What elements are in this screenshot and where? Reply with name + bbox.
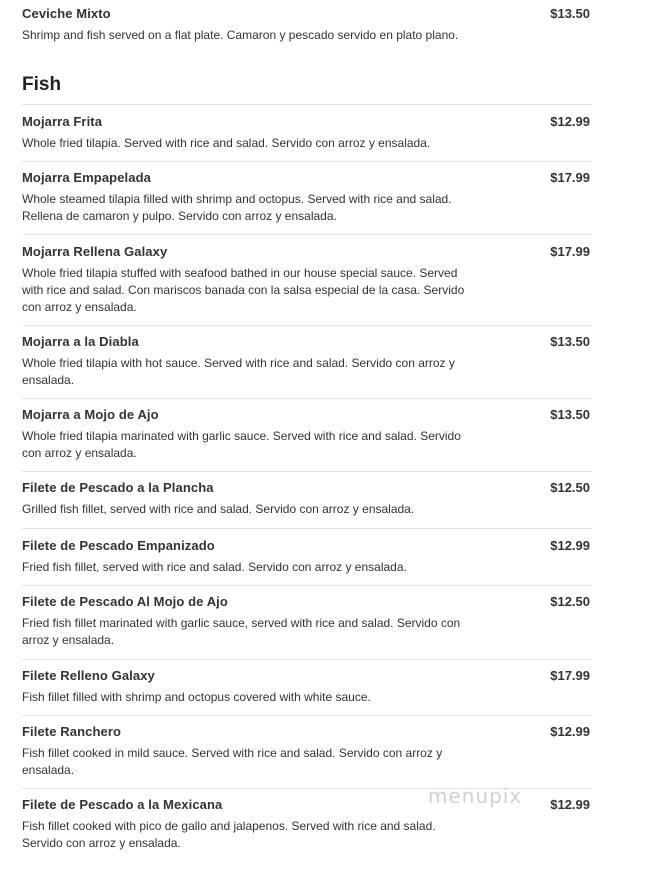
menu-item-price: $17.99 (550, 244, 590, 259)
menu-item-header (22, 113, 592, 131)
menu-item-description: Fish fillet cooked with pico de gallo and jalapenos. Served with rice and salad. Servido con arroz y ensalada. (22, 819, 436, 850)
menu-item-header (22, 593, 592, 611)
menu-item-name: Mojarra a Mojo de Ajo (22, 407, 159, 422)
menu-item-name: Filete Relleno Galaxy (22, 668, 155, 683)
menu-item (22, 479, 592, 518)
menu-page (22, 0, 592, 852)
menu-item-price: $13.50 (550, 6, 590, 21)
menu-item-description: Fried fish fillet marinated with garlic sauce, served with rice and salad. Servido con arroz y ensalada. (22, 616, 461, 647)
menu-item-price: $13.50 (550, 407, 590, 422)
menu-item-header (22, 243, 592, 261)
menu-item-description: Whole steamed tilapia filled with shrimp and octopus. Served with rice and salad. Rellena de camaron y pulpo. Servido con arroz y ensalada. (22, 192, 452, 223)
menu-item (22, 537, 592, 576)
menu-item-description: Whole fried tilapia with hot sauce. Served with rice and salad. Servido con arroz y ensalada. (22, 356, 455, 387)
menu-item-header (22, 537, 592, 555)
menu-item-name: Mojarra a la Diabla (22, 334, 139, 349)
item-divider (22, 325, 592, 326)
menu-item (22, 243, 592, 316)
menu-item-name: Mojarra Frita (22, 114, 103, 129)
menu-item-price: $12.99 (550, 797, 590, 812)
menu-item-header (22, 5, 592, 23)
menu-item-name: Mojarra Empapelada (22, 170, 151, 185)
menu-item-header (22, 479, 592, 497)
section-divider (22, 104, 592, 105)
menu-item-description: Whole fried tilapia. Served with rice and salad. Servido con arroz y ensalada. (22, 136, 431, 150)
menu-item-name: Filete de Pescado Empanizado (22, 538, 215, 553)
menu-item-price: $12.99 (550, 724, 590, 739)
item-divider (22, 471, 592, 472)
menu-item-price: $17.99 (550, 668, 590, 683)
menu-item-description: Grilled fish fillet, served with rice and salad. Servido con arroz y ensalada. (22, 502, 415, 516)
item-divider (22, 161, 592, 162)
menu-item-price: $13.50 (550, 334, 590, 349)
menu-item (22, 667, 592, 706)
menu-item-name: Filete Ranchero (22, 724, 122, 739)
section-title: Fish (22, 74, 62, 95)
menu-item (22, 169, 592, 225)
menu-item-header (22, 667, 592, 685)
menu-item-description: Fish fillet filled with shrimp and octopus covered with white sauce. (22, 690, 371, 704)
menu-item-price: $12.99 (550, 114, 590, 129)
menu-item (22, 593, 592, 649)
menu-item-price: $12.50 (550, 594, 590, 609)
item-divider (22, 528, 592, 529)
menu-item-price: $12.50 (550, 480, 590, 495)
item-divider (22, 398, 592, 399)
menu-item-header (22, 169, 592, 187)
menu-item-header (22, 406, 592, 424)
menu-item-description: Fried fish fillet, served with rice and salad. Servido con arroz y ensalada. (22, 560, 407, 574)
menu-item-price: $17.99 (550, 170, 590, 185)
menu-item-description: Fish fillet cooked in mild sauce. Served with rice and salad. Servido con arroz y ensalada. (22, 746, 443, 777)
menu-item-name: Filete de Pescado Al Mojo de Ajo (22, 594, 228, 609)
menu-item (22, 113, 592, 152)
menu-item-description: Whole fried tilapia marinated with garlic sauce. Served with rice and salad. Servido con arroz y ensalada. (22, 429, 461, 460)
item-divider (22, 659, 592, 660)
menu-item-header (22, 723, 592, 741)
item-divider (22, 234, 592, 235)
menu-item-name: Filete de Pescado a la Plancha (22, 480, 214, 495)
menu-item-description: Whole fried tilapia stuffed with seafood bathed in our house special sauce. Served with rice and salad. Con mariscos banada con la salsa especial de la casa. Servido con arroz y ensalada. (22, 266, 465, 314)
item-divider (22, 585, 592, 586)
menu-item-name: Mojarra Rellena Galaxy (22, 244, 168, 259)
menu-item (22, 723, 592, 779)
menu-item-ceviche-mixto (22, 5, 592, 44)
menu-item-price: $12.99 (550, 538, 590, 553)
menu-item-header (22, 333, 592, 351)
menu-item (22, 406, 592, 462)
watermark-logo: menupix (428, 784, 523, 808)
menu-item-description: Shrimp and fish served on a flat plate. Camaron y pescado servido en plato plano. (22, 28, 459, 42)
menu-item-name: Ceviche Mixto (22, 6, 111, 21)
menu-item-name: Filete de Pescado a la Mexicana (22, 797, 223, 812)
menu-item (22, 333, 592, 389)
item-divider (22, 715, 592, 716)
